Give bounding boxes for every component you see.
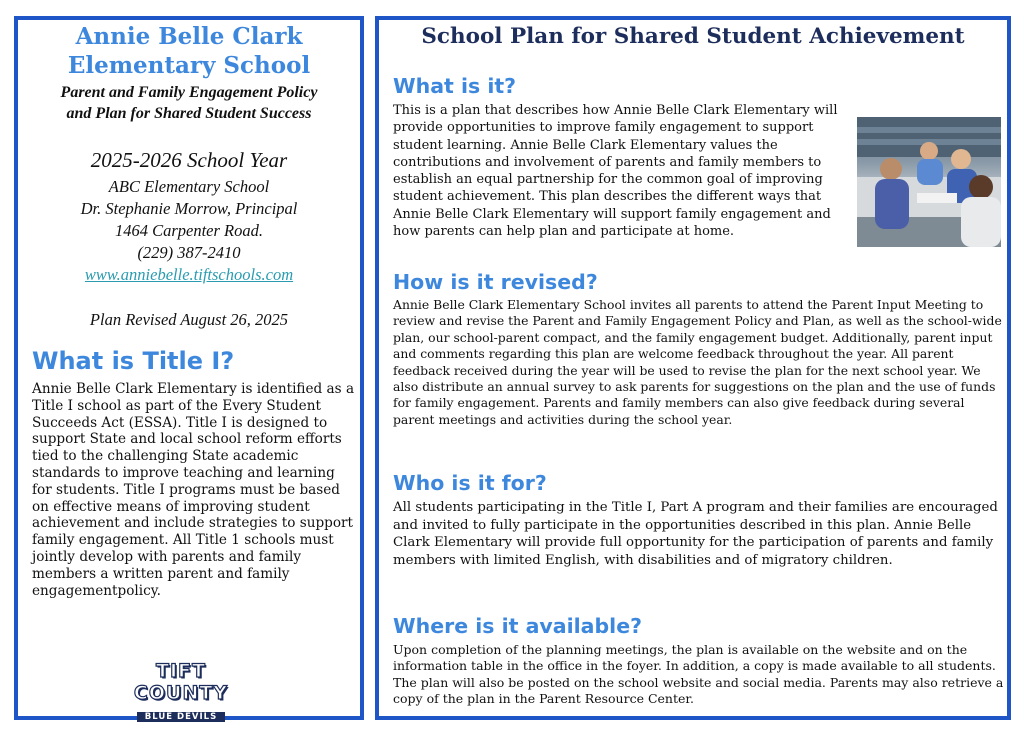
section-heading-what: What is it? [393, 74, 517, 98]
website-link[interactable]: www.anniebelle.tiftschools.com [84, 265, 294, 284]
section-heading-how: How is it revised? [393, 270, 598, 294]
school-address: 1464 Carpenter Road. [114, 221, 264, 240]
school-short-name: ABC Elementary School [108, 177, 270, 196]
title1-heading: What is Title I? [32, 347, 235, 375]
left-panel [14, 16, 364, 720]
policy-line1: Parent and Family Engagement Policy [60, 84, 318, 101]
main-title: School Plan for Shared Student Achievement [421, 24, 965, 49]
section-heading-who: Who is it for? [393, 471, 547, 495]
right-panel [375, 16, 1011, 720]
title1-body: Annie Belle Clark Elementary is identified as a Title I school as part of the Every Student Succeeds Act (ESSA). Title I is designed to support State and local school reform efforts tied to the challenging State academic standards to improve teaching and learning for students. Title I programs must be based on effective means of improving student achievement and include strategies to support family engagement. All Title 1 schools must jointly develop with parents and family members a written parent and family engagementpolicy. [32, 381, 355, 599]
section-heading-where: Where is it available? [393, 614, 643, 638]
school-name-line1: Annie Belle Clark [75, 23, 303, 50]
section-body-how: Annie Belle Clark Elementary School invites all parents to attend the Parent Input Meeting to review and revise the Parent and Family Engagement Policy and Plan, as well as the school-wide plan, our school-parent compact, and the family engagement budget. Additionally, parent input and comments regarding this plan are welcome feedback throughout the year. All parent feedback received during the year will be used to revise the plan for the next school year. We also distribute an annual survey to ask parents for suggestions on the plan and the use of funds for family engagement. Parents and family members can also give feedback during several parent meetings and activities during the school year. [393, 297, 1002, 427]
section-body-where: Upon completion of the planning meetings, the plan is available on the website and on the information table in the office in the foyer. In addition, a copy is made available to all students. The plan will also be posted on the school website and social media. Parents may also retrieve a copy of the plan in the Parent Resource Center. [393, 642, 1004, 706]
logo-main-text: TIFT COUNTY [133, 660, 229, 704]
classroom-photo [857, 117, 1001, 247]
school-name [18, 22, 360, 80]
policy-subtitle [18, 82, 360, 124]
plan-revised-date: Plan Revised August 26, 2025 [89, 310, 289, 329]
policy-line2: and Plan for Shared Student Success [66, 105, 312, 122]
tift-county-logo [106, 660, 256, 723]
principal-name: Dr. Stephanie Morrow, Principal [80, 199, 298, 218]
logo-sub-text: BLUE DEVILS [137, 712, 225, 722]
section-body-what: This is a plan that describes how Annie Belle Clark Elementary will provide opportunities to improve family engagement to support student learning. Annie Belle Clark Elementary values the contributions and involvement of parents and family members to establish an equal partnership for the common goal of improving student achievement. This plan describes the different ways that Annie Belle Clark Elementary will support family engagement and how parents can help plan and participate at home. [393, 103, 838, 240]
school-phone: (229) 387-2410 [137, 243, 241, 262]
school-name-line2: Elementary School [67, 52, 311, 79]
section-body-who: All students participating in the Title I, Part A program and their families are encouraged and invited to fully participate in the opportunities described in this plan. Annie Belle Clark Elementary will provide full opportunity for the participation of parents and family members with limited English, with disabilities and of migratory children. [393, 500, 998, 568]
school-year: 2025-2026 School Year [90, 148, 288, 172]
school-info [18, 176, 360, 286]
